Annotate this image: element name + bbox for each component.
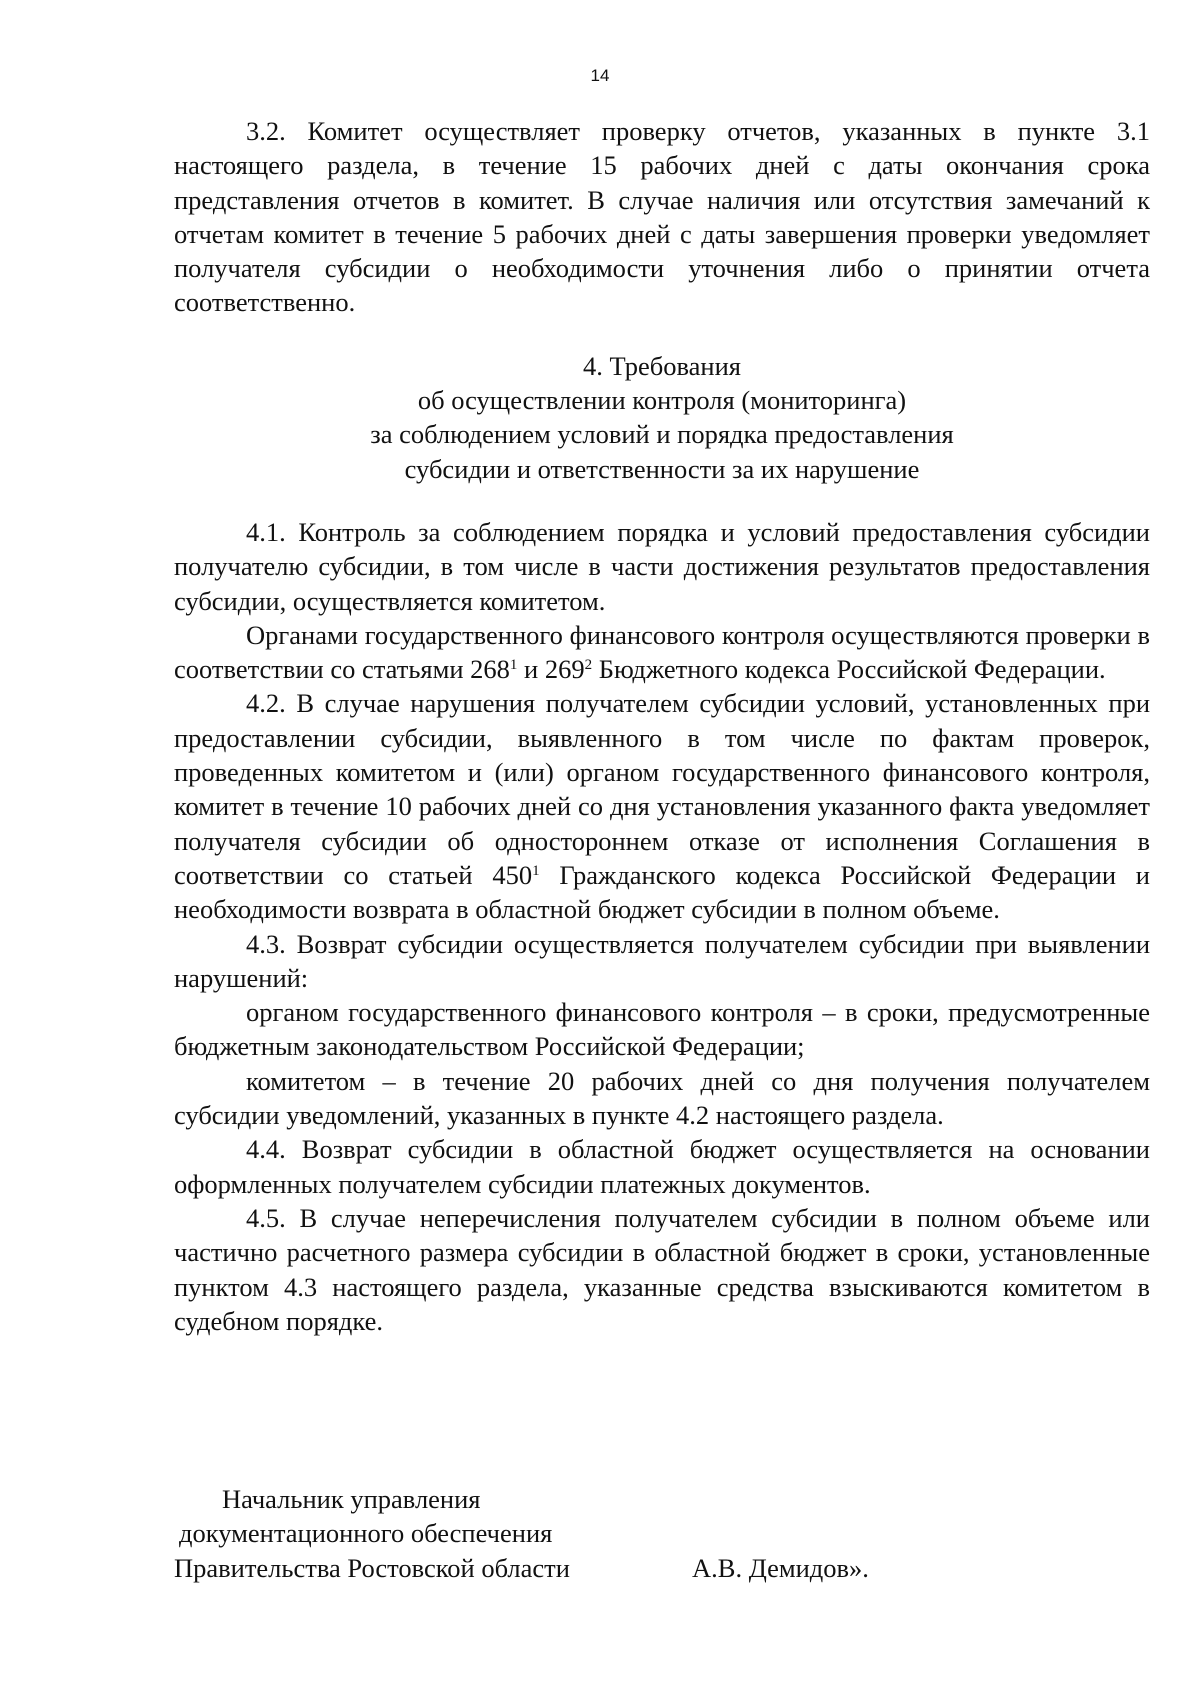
text-segment: Органами государственного финансового контроля осуществляются проверки в соответствии со статьями 268 <box>174 619 1150 685</box>
section-4-title-line-3: за соблюдением условий и порядка предоставления <box>370 419 954 450</box>
signature-title-line-2: документационного обеспечения <box>179 1518 553 1549</box>
paragraph-4-3-control-body: органом государственного финансового контроля – в сроки, предусмотренные бюджетным законодательством Российской Федерации; <box>174 997 1150 1062</box>
paragraph-4-5: 4.5. В случае неперечисления получателем субсидии в полном объеме или частично расчетного размера субсидии в областной бюджет в сроки, установленные пунктом 4.3 настоящего раздела, указанные средства взыскиваются комитетом в судебном порядке. <box>174 1202 1150 1336</box>
paragraph-4-1-control-bodies <box>174 618 1150 687</box>
signature-block <box>174 1482 1150 1585</box>
signatory-name: А.В. Демидов». <box>692 1552 869 1583</box>
text-segment: Гражданского кодекса Российской Федерации и необходимости возврата в областной бюджет субсидии в полном объеме. <box>174 859 1150 925</box>
section-4-title-line-4: субсидии и ответственности за их нарушение <box>404 453 920 484</box>
section-4-heading <box>174 349 1150 486</box>
text-segment: 4.2. В случае нарушения получателем субсидии условий, установленных при предоставлении субсидии, выявленного в том числе по фактам проверок, проведенных комитетом и (или) органом государственного финансового контроля, комитет в течение 10 рабочих дней со дня установления указанного факта уведомляет получателя субсидии об одностороннем отказе от исполнения Соглашения в соответствии со статьей 450 <box>174 688 1150 890</box>
paragraph-4-3-committee: комитетом – в течение 20 рабочих дней со дня получения получателем субсидии уведомлений, указанных в пункте 4.2 настоящего раздела. <box>174 1065 1150 1131</box>
paragraph-3-2: 3.2. Комитет осуществляет проверку отчетов, указанных в пункте 3.1 настоящего раздела, в течение 15 рабочих дней с даты окончания срока представления отчетов в комитет. В случае наличия или отсутствия замечаний к отчетам комитет в течение 5 рабочих дней с даты завершения проверки уведомляет получателя субсидии о необходимости уточнения либо о принятии отчета соответственно. <box>174 116 1150 318</box>
superscript: 1 <box>532 862 540 879</box>
signature-title-line-1: Начальник управления <box>222 1484 481 1514</box>
paragraph-4-4: 4.4. Возврат субсидии в областной бюджет осуществляется на основании оформленных получателем субсидии платежных документов. <box>174 1134 1150 1199</box>
text-segment: Бюджетного кодекса Российской Федерации. <box>592 654 1106 685</box>
page-number: 14 <box>590 66 610 85</box>
paragraph-4-2 <box>174 686 1150 926</box>
paragraph-4-3: 4.3. Возврат субсидии осуществляется получателем субсидии при выявлении нарушений: <box>174 928 1150 993</box>
section-4-title-line-2: об осуществлении контроля (мониторинга) <box>417 385 907 416</box>
document-body <box>174 114 1150 1338</box>
section-4-title-line-1: 4. Требования <box>583 350 741 381</box>
paragraph-4-1: 4.1. Контроль за соблюдением порядка и условий предоставления субсидии получателю субсидии, в том числе в части достижения результатов предоставления субсидии, осуществляется комитетом. <box>174 516 1150 616</box>
superscript: 2 <box>584 657 593 674</box>
text-segment: и 269 <box>517 654 585 685</box>
superscript: 1 <box>509 657 518 674</box>
signature-title-line-3: Правительства Ростовской области <box>174 1552 570 1583</box>
